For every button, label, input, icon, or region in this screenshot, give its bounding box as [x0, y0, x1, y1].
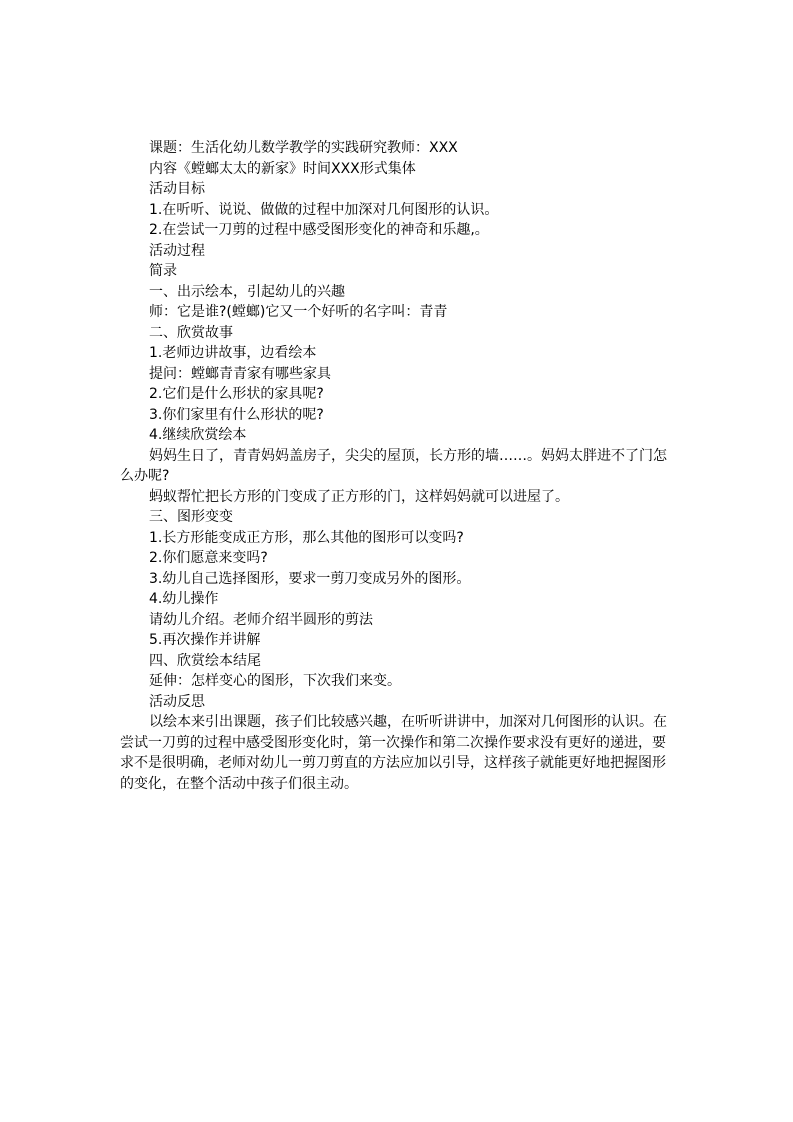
step-note: 请幼儿介绍。老师介绍半圆形的剪法	[149, 611, 373, 628]
document-body	[120, 138, 676, 794]
goal-item: 1.在听听、说说、做做的过程中加深对几何图形的认识。	[149, 201, 499, 218]
goal-item: 2.在尝试一刀剪的过程中感受图形变化的神奇和乐趣,。	[149, 222, 489, 238]
step-item: 2.你们愿意来变吗?	[149, 550, 268, 566]
section-heading-reflection: 活动反思	[149, 693, 205, 710]
story-paragraph: 妈妈生日了，青青妈妈盖房子，尖尖的屋顶，长方形的墙……。妈妈太胖进不了门怎么办呢?	[120, 447, 667, 484]
step-item: 4.幼儿操作	[149, 591, 219, 607]
story-paragraph: 蚂蚁帮忙把长方形的门变成了正方形的门，这样妈妈就可以进屋了。	[149, 488, 569, 505]
section-heading-goals: 活动目标	[149, 181, 205, 197]
extension-line: 延伸：怎样变心的图形，下次我们来变。	[149, 673, 401, 689]
step-item: 3.你们家里有什么形状的呢?	[149, 406, 324, 423]
step-item: 1.老师边讲故事，边看绘本	[149, 345, 317, 361]
section-heading-process: 活动过程	[149, 242, 205, 259]
step-item: 1.长方形能变成正方形，那么其他的图形可以变吗?	[149, 529, 464, 546]
question-line: 提问：螳螂青青家有哪些家具	[149, 365, 331, 382]
lesson-title-line: 课题：生活化幼儿数学教学的实践研究教师：XXX	[149, 140, 458, 156]
lesson-content-line: 内容《螳螂太太的新家》时间XXX形式集体	[149, 160, 416, 177]
step-heading: 四、欣赏绘本结尾	[149, 652, 261, 669]
step-heading: 三、图形变变	[149, 509, 233, 525]
subheading-summary: 简录	[149, 263, 177, 279]
step-item: 5.再次操作并讲解	[149, 632, 261, 648]
step-item: 2.它们是什么形状的家具呢?	[149, 386, 324, 402]
dialogue-line: 师：它是谁?(螳螂)它又一个好听的名字叫：青青	[149, 304, 448, 320]
step-item: 3.幼儿自己选择图形，要求一剪刀变成另外的图形。	[149, 570, 471, 587]
reflection-paragraph: 以绘本来引出课题，孩子们比较感兴趣，在听听讲讲中，加深对几何图形的认识。在尝试一刀剪的过程中感受图形变化时，第一次操作和第二次操作要求没有更好的递进，要求不是很明确，老师对幼儿一剪刀剪直的方法应加以引导，这样孩子就能更好地把握图形的变化，在整个活动中孩子们很主动。	[120, 714, 667, 792]
step-heading: 一、出示绘本，引起幼儿的兴趣	[149, 283, 345, 300]
step-heading: 二、欣赏故事	[149, 324, 233, 341]
step-item: 4.继续欣赏绘本	[149, 427, 247, 443]
